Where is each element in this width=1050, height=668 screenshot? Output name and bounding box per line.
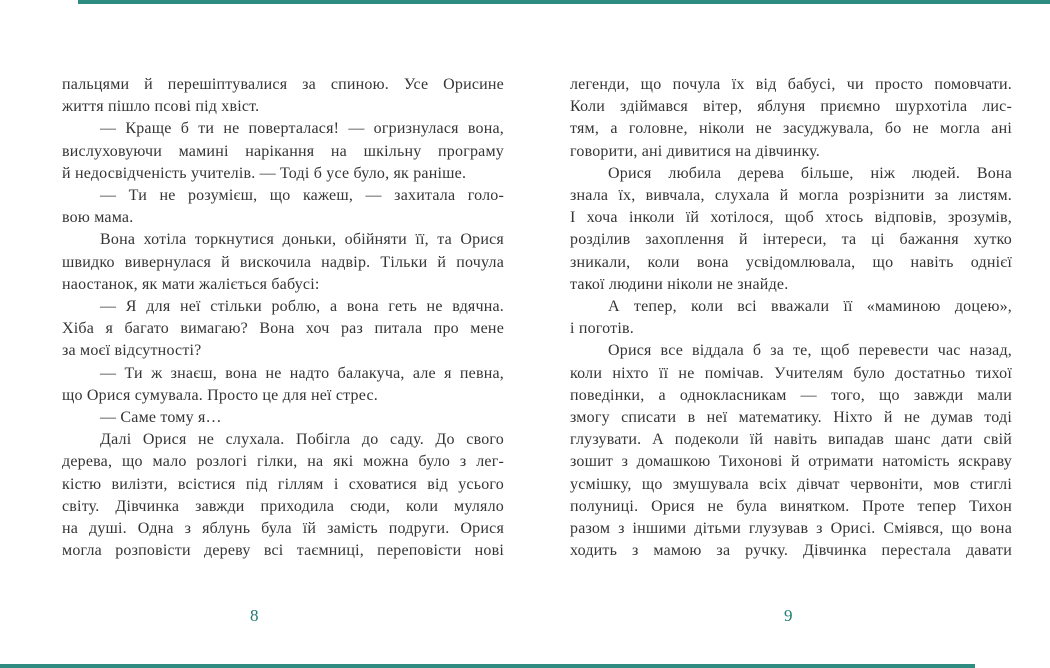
text-line: життя пішло псові під хвіст. bbox=[62, 98, 260, 116]
text-line: наостанок, як мати жаліється бабусі: bbox=[62, 275, 320, 293]
text-line: пальцями й перешіптувалися за спиною. Усе Орисине bbox=[62, 76, 504, 93]
page-right bbox=[570, 74, 1012, 562]
text-line: світу. Дівчинка завжди приходила сюди, коли муляло bbox=[62, 497, 504, 515]
text-line: — Я для неї стільки роблю, а вона геть не вдячна. bbox=[100, 298, 504, 316]
text-line: знала їх, вивчала, слухала й могла розрізнити за листям. bbox=[570, 187, 1012, 205]
text-line: коли ніхто її не помічав. Учителям було достатньо тихої bbox=[570, 364, 1012, 382]
text-line: ходить з мамою за ручку. Дівчинка перестала давати bbox=[570, 542, 1012, 560]
text-line: — Краще б ти не поверталася! — огризнулася вона, bbox=[100, 120, 504, 138]
top-decorative-rule bbox=[78, 0, 1050, 4]
text-line: зошит з домашкою Тихонові й отримати натомість яскраву bbox=[570, 453, 1012, 471]
page-right-text bbox=[570, 74, 1012, 562]
text-line: вислуховуючи мамині нарікання на шкільну програму bbox=[62, 142, 504, 160]
text-line: тям, а головне, ніколи не засуджувала, бо не могла ані bbox=[570, 120, 1012, 138]
bottom-decorative-rule bbox=[0, 664, 975, 668]
text-line: А тепер, коли всі вважали її «маминою доцею», bbox=[608, 298, 1012, 316]
page-left-text bbox=[62, 74, 504, 562]
text-line: — Ти не розумієш, що кажеш, — захитала голо- bbox=[100, 187, 504, 205]
text-line: за моєї відсутності? bbox=[62, 342, 202, 360]
text-line: глузувати. А подеколи їй навіть випадав шанс дати свій bbox=[570, 431, 1012, 449]
text-line: поведінки, а однокласникам — того, що завжди мали bbox=[570, 386, 1012, 404]
text-line: разом з іншими дітьми глузував з Орисі. Сміявся, що вона bbox=[570, 520, 1012, 538]
text-line: що Орися сумувала. Просто це для неї стрес. bbox=[62, 386, 378, 404]
page-number-right: 9 bbox=[784, 606, 793, 625]
text-line: Хіба я багато вимагаю? Вона хоч раз питала про мене bbox=[62, 320, 504, 338]
text-line: й недосвідченість учителів. — Тоді б усе було, як раніше. bbox=[62, 164, 467, 182]
page-left bbox=[62, 74, 504, 562]
text-line: могла розповісти дереву всі таємниці, переповісти нові bbox=[62, 542, 504, 560]
text-line: швидко вивернулася й вискочила надвір. Тільки й почула bbox=[62, 253, 504, 271]
text-line: на душі. Одна з яблунь була їй замість подруги. Орися bbox=[62, 520, 504, 538]
text-line: і поготів. bbox=[570, 320, 634, 338]
text-line: легенди, що почула їх від бабусі, чи просто помовчати. bbox=[570, 76, 1012, 93]
text-line: Коли здіймався вітер, яблуня приємно шурхотіла лис- bbox=[570, 98, 1012, 116]
text-line: усмішку, що змушувала всіх дівчат червоніти, мов стиглі bbox=[570, 475, 1012, 493]
text-line: дерева, що мало розлогі гілки, на які можна було з лег- bbox=[62, 453, 504, 471]
text-line: — Ти ж знаєш, вона не надто балакуча, але я певна, bbox=[100, 364, 504, 382]
text-line: говорити, ані дивитися на дівчинку. bbox=[570, 142, 820, 160]
text-line: — Саме тому я… bbox=[100, 409, 222, 427]
text-line: зникали, коли вона усвідомлювала, що навіть однієї bbox=[570, 253, 1012, 271]
text-line: І хоча інколи їй хотілося, щоб хтось відповів, зрозумів, bbox=[570, 209, 1012, 227]
text-line: Вона хотіла торкнутися доньки, обійняти її, та Орися bbox=[100, 231, 504, 249]
text-line: полуниці. Орися не була винятком. Проте тепер Тихон bbox=[570, 497, 1012, 515]
text-line: Орися любила дерева більше, ніж людей. Вона bbox=[608, 164, 1012, 182]
text-line: такої людини ніколи не знайде. bbox=[570, 275, 789, 293]
page-number-left: 8 bbox=[250, 606, 259, 625]
text-line: розділив захоплення й інтереси, та ці бажання хутко bbox=[570, 231, 1012, 249]
text-line: Орися все віддала б за те, щоб перевести час назад, bbox=[608, 342, 1012, 360]
text-line: кістю вилізти, всістися під гіллям і сховатися від усього bbox=[62, 475, 504, 493]
text-line: Далі Орися не слухала. Побігла до саду. До свого bbox=[100, 431, 504, 449]
text-line: змогу списати в неї математику. Ніхто й не думав тоді bbox=[570, 409, 1012, 427]
text-line: вою мама. bbox=[62, 209, 134, 227]
